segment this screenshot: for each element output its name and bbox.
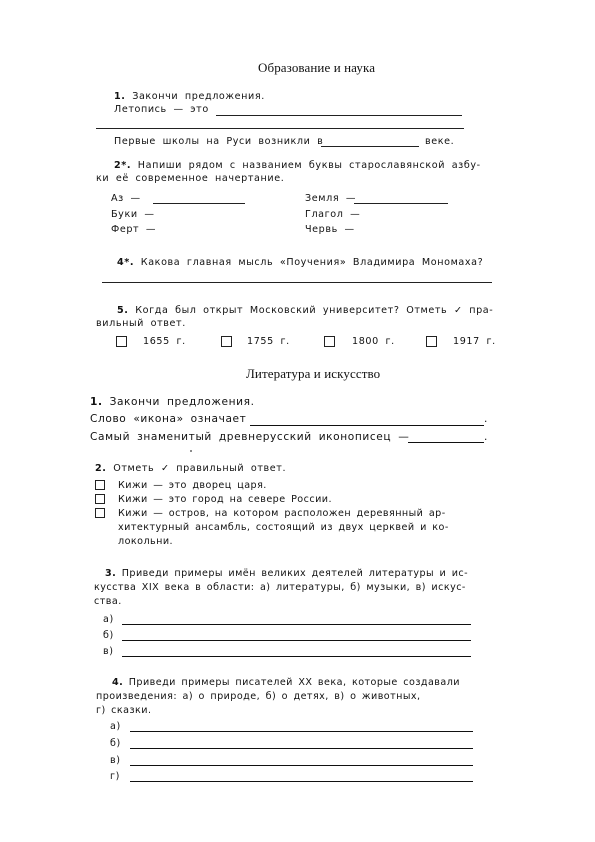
s1-q1-prompt	[114, 91, 265, 102]
letter-fert: Ферт —	[111, 224, 157, 235]
s1-q1-sentence2: Первые школы на Руси возникли в	[114, 136, 324, 147]
s2-q4-label-v: в)	[110, 755, 121, 766]
s2-q3-line-b[interactable]	[122, 640, 471, 641]
s1-q4-prompt	[117, 257, 483, 268]
s1-q5-text-2: вильный ответ.	[96, 318, 186, 329]
option-1800-checkbox[interactable]	[324, 336, 335, 347]
kizhi-island-label-3: локольни.	[118, 536, 174, 547]
s1-q4-answer-line[interactable]	[102, 282, 492, 283]
s2-q4-text-2: произведения: а) о природе, б) о детях, в) о животных,	[96, 691, 421, 702]
kizhi-island-label-2: хитектурный ансамбль, состоящий из двух церквей и ко-	[118, 522, 449, 533]
s1-q5-text-1: Когда был открыт Московский университет? Отметь ✓ пра-	[135, 305, 494, 316]
kizhi-island-label: Кижи — остров, на котором расположен деревянный ар-	[118, 508, 446, 519]
s2-q4-prompt	[112, 677, 460, 688]
kizhi-city-checkbox[interactable]	[95, 494, 105, 504]
s2-q3-text-1: Приведи примеры имён великих деятелей литературы и ис-	[121, 568, 469, 579]
kizhi-island-checkbox[interactable]	[95, 508, 105, 518]
s2-q1-text: Закончи предложения.	[109, 396, 255, 408]
s1-q2-prompt	[114, 160, 481, 171]
s1-q5-number: 5.	[117, 305, 129, 316]
s1-q1-number: 1.	[114, 91, 126, 102]
s2-q4-number: 4.	[112, 677, 124, 688]
s2-q1-sentence1: Слово «икона» означает	[90, 413, 247, 425]
s2-q2-text: Отметь ✓ правильный ответ.	[113, 463, 287, 474]
s2-q2-number: 2.	[95, 463, 107, 474]
s2-q4-label-b: б)	[110, 738, 121, 749]
s2-q1-answer-line-2[interactable]	[408, 442, 484, 443]
option-1755-checkbox[interactable]	[221, 336, 232, 347]
letter-cherv: Червь —	[305, 224, 355, 235]
option-1755-label: 1755 г.	[247, 336, 290, 347]
option-1655-checkbox[interactable]	[116, 336, 127, 347]
s1-q1-answer-line-1[interactable]	[216, 115, 462, 116]
s2-q4-label-a: а)	[110, 721, 121, 732]
letter-buki: Буки —	[111, 209, 155, 220]
s1-q5-prompt	[117, 305, 493, 316]
s2-q4-text-1: Приведи примеры писателей XX века, которые создавали	[128, 677, 460, 688]
s2-q1-answer-line-1[interactable]	[250, 425, 484, 426]
s2-q3-number: 3.	[105, 568, 117, 579]
s1-q2-text-1: Напиши рядом с названием буквы старославянской азбу-	[137, 160, 481, 171]
s2-q3-label-b: б)	[103, 630, 114, 641]
s2-q4-text-3: г) сказки.	[96, 705, 152, 716]
s2-q1-period-1: .	[484, 413, 488, 425]
s2-q3-line-v[interactable]	[122, 656, 471, 657]
s2-q4-label-g: г)	[110, 771, 120, 782]
letter-zemlya: Земля —	[305, 193, 357, 204]
s1-q1-sentence2-end: веке.	[425, 136, 455, 147]
s1-q1-text: Закончи предложения.	[132, 91, 265, 102]
s1-q1-sentence1: Летопись — это	[114, 104, 209, 115]
section-title-education: Образование и наука	[258, 60, 376, 75]
s1-q2-text-2: ки её современное начертание.	[96, 173, 285, 184]
s2-q4-line-g[interactable]	[130, 781, 473, 782]
s1-q4-text: Какова главная мысль «Поучения» Владимира Мономаха?	[140, 257, 484, 268]
s2-q1-period-2: .	[484, 431, 488, 443]
s2-q4-line-v[interactable]	[130, 765, 473, 766]
letter-az: Аз —	[111, 193, 141, 204]
s2-q3-line-a[interactable]	[122, 624, 471, 625]
s2-q3-label-a: а)	[103, 614, 114, 625]
s1-q1-century-line[interactable]	[321, 146, 419, 147]
s2-q3-text-2: кусства XIX века в области: а) литературы, б) музыки, в) искус-	[94, 582, 466, 593]
s1-q2-number: 2*.	[114, 160, 132, 171]
option-1917-label: 1917 г.	[453, 336, 496, 347]
s2-q1-number: 1.	[90, 396, 103, 408]
kizhi-palace-checkbox[interactable]	[95, 480, 105, 490]
s2-q1-sentence2: Самый знаменитый древнерусский иконописец —	[90, 431, 410, 443]
kizhi-city-label: Кижи — это город на севере России.	[118, 494, 332, 505]
s2-q3-label-v: в)	[103, 646, 114, 657]
s2-q4-line-b[interactable]	[130, 748, 473, 749]
s2-q4-line-a[interactable]	[130, 731, 473, 732]
s1-q4-number: 4*.	[117, 257, 135, 268]
s1-q1-answer-line-2[interactable]	[96, 128, 464, 129]
kizhi-palace-label: Кижи — это дворец царя.	[118, 480, 267, 491]
s2-q3-prompt	[105, 568, 468, 579]
speck	[190, 450, 192, 452]
s2-q1-prompt	[90, 396, 255, 408]
s2-q3-text-3: ства.	[94, 596, 122, 607]
section-title-literature: Литература и искусство	[246, 366, 381, 381]
letter-zemlya-line[interactable]	[354, 203, 448, 204]
letter-az-line[interactable]	[153, 203, 245, 204]
option-1917-checkbox[interactable]	[426, 336, 437, 347]
option-1655-label: 1655 г.	[143, 336, 186, 347]
letter-glagol: Глагол —	[305, 209, 361, 220]
option-1800-label: 1800 г.	[352, 336, 395, 347]
s2-q2-prompt	[95, 463, 286, 474]
